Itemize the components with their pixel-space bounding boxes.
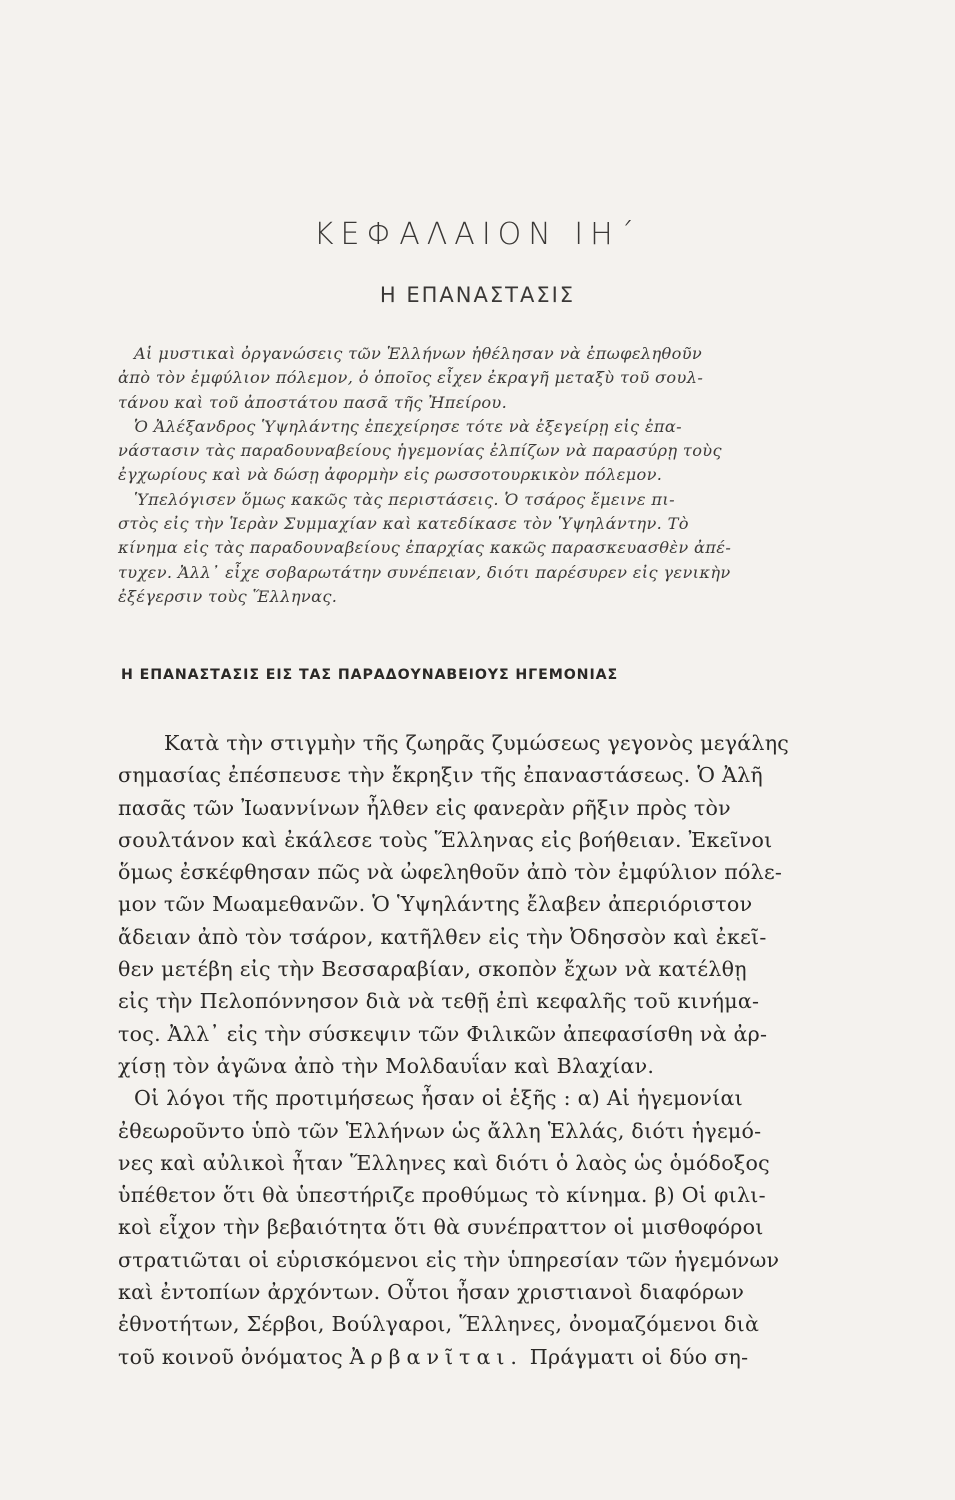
- body-line: χίσῃ τὸν ἀγῶνα ἀπὸ τὴν Μολδαυΐαν καὶ Βλαχίαν.: [118, 1053, 655, 1078]
- chapter-subtitle: Η ΕΠΑΝΑΣΤΑΣΙΣ: [379, 283, 576, 307]
- chapter-summary: [118, 342, 840, 609]
- body-line: ὑπέθετον ὅτι θὰ ὑπεστήριζε προθύμως τὸ κίνημα. β) Οἱ φιλι-: [118, 1183, 766, 1208]
- summary-line: Ὑπελόγισεν ὅμως κακῶς τὰς περιστάσεις. Ὁ τσάρος ἔμεινε πι-: [134, 489, 675, 509]
- summary-line: τυχεν. Ἀλλ᾿ εἶχε σοβαρωτάτην συνέπειαν, διότι παρέσυρεν εἰς γενικὴν: [118, 562, 731, 582]
- body-line: στρατιῶται οἱ εὑρισκόμενοι εἰς τὴν ὑπηρεσίαν τῶν ἡγεμόνων: [118, 1247, 780, 1272]
- body-line: τος. Ἀλλ᾿ εἰς τὴν σύσκεψιν τῶν Φιλικῶν ἀπεφασίσθη νὰ ἀρ-: [118, 1021, 768, 1046]
- summary-line: ἐγχωρίους καὶ νὰ δώσῃ ἀφορμὴν εἰς ρωσσοτουρκικὸν πόλεμον.: [118, 465, 663, 485]
- section-heading: Η ΕΠΑΝΑΣΤΑΣΙΣ ΕΙΣ ΤΑΣ ΠΑΡΑΔΟΥΝΑΒΕΙΟΥΣ ΗΓΕΜΟΝΙΑΣ: [121, 667, 619, 683]
- chapter-title: ΚΕΦΑΛΑΙΟΝ ΙΗ΄: [313, 217, 642, 252]
- body-line: ἐθεωροῦντο ὑπὸ τῶν Ἑλλήνων ὡς ἄλλη Ἑλλάς, διότι ἡγεμό-: [118, 1118, 762, 1143]
- body-line: εἰς τὴν Πελοπόννησον διὰ νὰ τεθῇ ἐπὶ κεφαλῆς τοῦ κινήμα-: [118, 989, 760, 1014]
- summary-line: Αἱ μυστικαὶ ὀργανώσεις τῶν Ἑλλήνων ἠθέλησαν νὰ ἐπωφεληθοῦν: [134, 344, 703, 363]
- body-line: Οἱ λόγοι τῆς προτιμήσεως ἦσαν οἱ ἑξῆς : α) Αἱ ἡγεμονίαι: [134, 1086, 744, 1111]
- body-line: σουλτάνον καὶ ἐκάλεσε τοὺς Ἕλληνας εἰς βοήθειαν. Ἐκεῖνοι: [118, 827, 773, 852]
- body-text: [118, 727, 846, 1373]
- body-line: ὅμως ἐσκέφθησαν πῶς νὰ ὠφεληθοῦν ἀπὸ τὸν ἐμφύλιον πόλε-: [118, 860, 783, 885]
- body-line-part: τοῦ κοινοῦ ὀνόματος: [118, 1344, 350, 1369]
- body-line: σημασίας ἐπέσπευσε τὴν ἔκρηξιν τῆς ἐπαναστάσεως. Ὁ Ἀλῆ: [118, 763, 763, 788]
- body-line: νες καὶ αὐλικοὶ ἦταν Ἕλληνες καὶ διότι ὁ λαὸς ὡς ὁμόδοξος: [118, 1150, 770, 1175]
- body-line: πασᾶς τῶν Ἰωαννίνων ἦλθεν εἰς φανερὰν ρῆξιν πρὸς τὸν: [118, 795, 731, 820]
- spaced-emphasis-word: Ἀρβανῖται.: [349, 1344, 523, 1369]
- body-line: κοὶ εἶχον τὴν βεβαιότητα ὅτι θὰ συνέπραττον οἱ μισθοφόροι: [118, 1215, 764, 1240]
- summary-line: στὸς εἰς τὴν Ἱερὰν Συμμαχίαν καὶ κατεδίκασε τὸν Ὑψηλάντην. Τὸ: [118, 514, 689, 534]
- body-line: μον τῶν Μωαμεθανῶν. Ὁ Ὑψηλάντης ἔλαβεν ἀπεριόριστον: [118, 892, 753, 917]
- body-line: θεν μετέβη εἰς τὴν Βεσσαραβίαν, σκοπὸν ἔχων νὰ κατέλθῃ: [118, 957, 747, 982]
- body-line-last: [118, 1341, 846, 1373]
- summary-line: ἀπὸ τὸν ἐμφύλιον πόλεμον, ὁ ὁποῖος εἶχεν ἐκραγῆ μεταξὺ τοῦ σουλ-: [118, 368, 704, 388]
- summary-line: τάνου καὶ τοῦ ἀποστάτου πασᾶ τῆς Ἠπείρου.: [118, 392, 508, 412]
- body-line: καὶ ἐντοπίων ἀρχόντων. Οὗτοι ἦσαν χριστιανοὶ διαφόρων: [118, 1280, 745, 1305]
- body-line: Κατὰ τὴν στιγμὴν τῆς ζωηρᾶς ζυμώσεως γεγονὸς μεγάλης: [164, 731, 790, 755]
- summary-line: Ὁ Ἀλέξανδρος Ὑψηλάντης ἐπεχείρησε τότε νὰ ἐξεγείρῃ εἰς ἐπα-: [134, 416, 682, 436]
- summary-line: ἐξέγερσιν τοὺς Ἕλληνας.: [118, 586, 338, 606]
- body-line: ἄδειαν ἀπὸ τὸν τσάρον, κατῆλθεν εἰς τὴν Ὀδησσὸν καὶ ἐκεῖ-: [118, 924, 767, 949]
- summary-line: κίνημα εἰς τὰς παραδουναβείους ἐπαρχίας κακῶς παρασκευασθὲν ἀπέ-: [118, 538, 732, 558]
- body-line: ἐθνοτήτων, Σέρβοι, Βούλγαροι, Ἕλληνες, ὀνομαζόμενοι διὰ: [118, 1312, 760, 1337]
- body-line-part: Πράγματι οἱ δύο ση-: [522, 1344, 749, 1369]
- summary-line: νάστασιν τὰς παραδουναβείους ἡγεμονίας ἐλπίζων νὰ παρασύρῃ τοὺς: [118, 441, 722, 461]
